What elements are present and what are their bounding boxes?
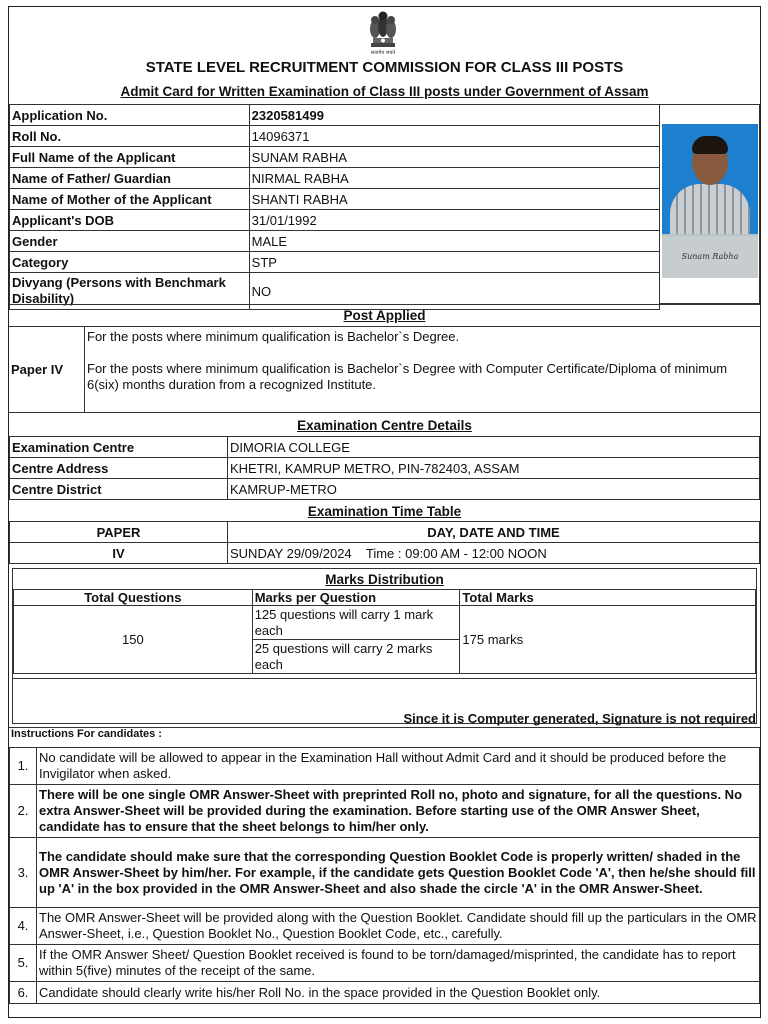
emblem-motto: सत्यमेव जयते xyxy=(370,50,396,56)
table-row xyxy=(10,945,760,982)
instruction-text: No candidate will be allowed to appear in the Examination Hall without Admit Card and it should be produced before the Invigilator when asked. xyxy=(37,748,760,785)
table-row xyxy=(10,982,760,1004)
datetime-value: SUNDAY 29/09/2024 Time : 09:00 AM - 12:00 NOON xyxy=(228,543,760,564)
marks-distribution-box xyxy=(12,568,757,724)
application-no-label: Application No. xyxy=(10,105,250,126)
table-row xyxy=(10,231,660,252)
roll-no-label: Roll No. xyxy=(10,126,250,147)
centre-address-value: KHETRI, KAMRUP METRO, PIN-782403, ASSAM xyxy=(228,458,760,479)
gender-value: MALE xyxy=(249,231,659,252)
centre-district-label: Centre District xyxy=(10,479,228,500)
total-questions-header: Total Questions xyxy=(14,590,253,606)
total-marks-header: Total Marks xyxy=(460,590,756,606)
centre-details-table xyxy=(9,436,760,500)
applicant-name-label: Full Name of the Applicant xyxy=(10,147,250,168)
instruction-number: 6. xyxy=(10,982,37,1004)
post-applied-title: Post Applied xyxy=(343,308,426,323)
centre-details-title: Examination Centre Details xyxy=(297,418,472,433)
emblem-area xyxy=(9,7,760,57)
instruction-text: There will be one single OMR Answer-Sheet with preprinted Roll no, photo and signature, for all the questions. No extra Answer-Sheet will be provided during the examination. Before starting use of the OMR Answer Sheet, candidate has to ensure that the sheet belongs to him/her only. xyxy=(37,785,760,838)
marks-per-question-header: Marks per Question xyxy=(252,590,460,606)
state-emblem-icon xyxy=(363,10,403,56)
centre-address-label: Centre Address xyxy=(10,458,228,479)
commission-title: STATE LEVEL RECRUITMENT COMMISSION FOR CLASS III POSTS xyxy=(145,59,624,76)
instruction-number: 3. xyxy=(10,838,37,908)
dob-value: 31/01/1992 xyxy=(249,210,659,231)
table-row xyxy=(14,606,756,640)
divyang-label: Divyang (Persons with Benchmark Disability) xyxy=(10,273,250,310)
paper-value: IV xyxy=(10,543,228,564)
marks-distribution-title: Marks Distribution xyxy=(325,572,444,587)
post-description xyxy=(87,329,757,409)
divider xyxy=(9,304,760,305)
applicant-details-table xyxy=(9,104,660,310)
paper-header: PAPER xyxy=(10,522,228,543)
total-questions-value: 150 xyxy=(14,606,253,674)
instruction-text: The candidate should make sure that the corresponding Question Booklet Code is properly written/ shaded in the OMR Answer-Sheet by him/her. For example, if the candidate gets Question Booklet Code 'A', then he/she should fill up 'A' in the box provided in the OMR Answer-Sheet and also shade the circle 'A' in the OMR Answer-Sheet. xyxy=(37,838,760,908)
instruction-text: If the OMR Answer Sheet/ Question Booklet received is found to be torn/damaged/misprinted, the candidate has to report within 5(five) minutes of the receipt of the same. xyxy=(37,945,760,982)
post-line-2: For the posts where minimum qualification is Bachelor`s Degree with Computer Certificate/Diploma of minimum 6(six) months duration from a recognized Institute. xyxy=(87,361,728,392)
table-row xyxy=(10,785,760,838)
table-row xyxy=(10,126,660,147)
paper-label: Paper IV xyxy=(9,327,85,413)
table-row xyxy=(10,189,660,210)
time-table xyxy=(9,521,760,564)
gender-label: Gender xyxy=(10,231,250,252)
centre-district-value: KAMRUP-METRO xyxy=(228,479,760,500)
marks-per-question-2: 25 questions will carry 2 marks each xyxy=(252,640,460,674)
instruction-number: 4. xyxy=(10,908,37,945)
table-row xyxy=(10,479,760,500)
post-applied-section xyxy=(9,326,760,413)
datetime-header: DAY, DATE AND TIME xyxy=(228,522,760,543)
table-row xyxy=(10,105,660,126)
application-no-value: 2320581499 xyxy=(249,105,659,126)
father-name-label: Name of Father/ Guardian xyxy=(10,168,250,189)
table-row xyxy=(10,147,660,168)
table-row xyxy=(10,543,760,564)
instruction-number: 5. xyxy=(10,945,37,982)
table-row xyxy=(10,908,760,945)
divider xyxy=(13,678,756,679)
category-label: Category xyxy=(10,252,250,273)
table-row xyxy=(10,210,660,231)
table-row xyxy=(10,437,760,458)
divyang-value: NO xyxy=(249,273,659,310)
marks-per-question-1: 125 questions will carry 1 mark each xyxy=(252,606,460,640)
mother-name-value: SHANTI RABHA xyxy=(249,189,659,210)
total-marks-value: 175 marks xyxy=(460,606,756,674)
roll-no-value: 14096371 xyxy=(249,126,659,147)
table-row xyxy=(10,252,660,273)
signature-note: Since it is Computer generated, Signature is not required xyxy=(403,711,756,726)
applicant-photo xyxy=(662,124,758,278)
table-row xyxy=(14,590,756,606)
table-row xyxy=(10,838,760,908)
father-name-value: NIRMAL RABHA xyxy=(249,168,659,189)
applicant-name-value: SUNAM RABHA xyxy=(249,147,659,168)
time-table-title: Examination Time Table xyxy=(307,504,462,519)
instructions-title: Instructions For candidates : xyxy=(11,728,162,740)
instruction-number: 1. xyxy=(10,748,37,785)
table-row xyxy=(10,522,760,543)
instruction-number: 2. xyxy=(10,785,37,838)
table-row xyxy=(10,168,660,189)
dob-label: Applicant's DOB xyxy=(10,210,250,231)
marks-table xyxy=(13,589,756,674)
table-row xyxy=(10,458,760,479)
admit-card-subtitle: Admit Card for Written Examination of Class III posts under Government of Assam xyxy=(120,84,649,99)
instruction-text: Candidate should clearly write his/her Roll No. in the space provided in the Question Booklet only. xyxy=(37,982,760,1004)
category-value: STP xyxy=(249,252,659,273)
exam-centre-label: Examination Centre xyxy=(10,437,228,458)
mother-name-label: Name of Mother of the Applicant xyxy=(10,189,250,210)
instructions-table xyxy=(9,747,760,1004)
table-row xyxy=(10,748,760,785)
photo-cell xyxy=(660,104,760,304)
post-line-1: For the posts where minimum qualification is Bachelor`s Degree. xyxy=(87,329,460,344)
instruction-text: The OMR Answer-Sheet will be provided along with the Question Booklet. Candidate should fill up the particulars in the OMR Answer-Sheet, i.e., Question Booklet No., Question Booklet Code, etc., carefully. xyxy=(37,908,760,945)
admit-card xyxy=(8,6,761,1018)
exam-centre-value: DIMORIA COLLEGE xyxy=(228,437,760,458)
applicant-signature: Sunam Rabha xyxy=(662,236,758,278)
